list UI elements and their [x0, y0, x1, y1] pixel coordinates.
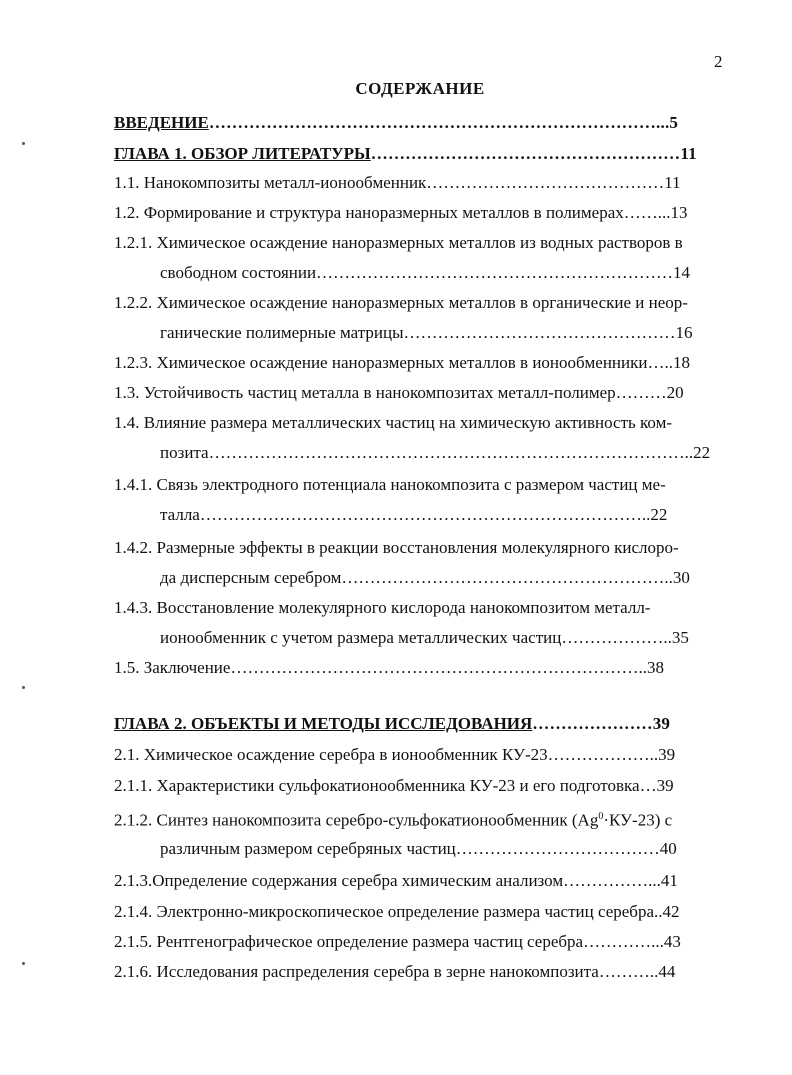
toc-entry-1-1[interactable]: 1.1. Нанокомпозиты металл-ионообменник……………………………………11: [114, 173, 681, 192]
toc-entry-1-2[interactable]: 1.2. Формирование и структура наноразмерных металлов в полимерах……...13: [114, 203, 688, 222]
toc-entry-chapter-1[interactable]: ГЛАВА 1. ОБЗОР ЛИТЕРАТУРЫ………………………………………………11: [114, 144, 697, 163]
toc-entry-1-4-1-cont[interactable]: талла……………………………………………………………………..22: [160, 505, 668, 524]
toc-entry-chapter-2[interactable]: ГЛАВА 2. ОБЪЕКТЫ И МЕТОДЫ ИССЛЕДОВАНИЯ…………………39: [114, 714, 671, 733]
toc-entry-1-4-2-cont[interactable]: да дисперсным серебром…………………………………………………..30: [160, 568, 690, 587]
toc-entry-1-4-1[interactable]: 1.4.1. Связь электродного потенциала нанокомпозита с размером частиц ме-: [114, 475, 666, 494]
toc-entry-2-1-2-cont[interactable]: различным размером серебряных частиц………………………………40: [160, 839, 677, 858]
toc-entry-1-5[interactable]: 1.5. Заключение………………………………………………………………..38: [114, 658, 664, 677]
page-number: 2: [714, 52, 723, 71]
toc-entry-1-2-2-cont[interactable]: ганические полимерные матрицы…………………………………………16: [160, 323, 693, 342]
toc-entry-2-1-5[interactable]: 2.1.5. Рентгенографическое определение размера частиц серебра…………...43: [114, 932, 681, 951]
toc-entry-1-4-2[interactable]: 1.4.2. Размерные эффекты в реакции восстановления молекулярного кислоро-: [114, 538, 679, 557]
toc-entry-1-2-2[interactable]: 1.2.2. Химическое осаждение наноразмерных металлов в органические и неор-: [114, 293, 688, 312]
toc-entry-1-2-3[interactable]: 1.2.3. Химическое осаждение наноразмерных металлов в ионообменники…..18: [114, 353, 690, 372]
toc-entry-introduction[interactable]: ВВЕДЕНИЕ……………………………………………………………………...5: [114, 113, 679, 132]
toc-entry-2-1[interactable]: 2.1. Химическое осаждение серебра в ионообменник КУ-23………………..39: [114, 745, 676, 764]
toc-entry-2-1-6[interactable]: 2.1.6. Исследования распределения серебра в зерне нанокомпозита………..44: [114, 962, 676, 981]
toc-entry-1-4-cont[interactable]: позита…………………………………………………………………………..22: [160, 443, 711, 462]
toc-title: СОДЕРЖАНИЕ: [355, 79, 485, 98]
toc-entry-1-3[interactable]: 1.3. Устойчивость частиц металла в нанокомпозитах металл-полимер………20: [114, 383, 684, 402]
toc-entry-1-4[interactable]: 1.4. Влияние размера металлических частиц на химическую активность ком-: [114, 413, 672, 432]
toc-entry-2-1-2[interactable]: 2.1.2. Синтез нанокомпозита серебро-сульфокатионообменник $(Ag^0\cdot КУ-23)$ с: [114, 810, 673, 830]
toc-entry-1-4-3[interactable]: 1.4.3. Восстановление молекулярного кислорода нанокомпозитом металл-: [114, 598, 651, 617]
scan-speck: [22, 142, 25, 145]
scan-speck: [22, 686, 25, 689]
toc-entry-2-1-3[interactable]: 2.1.3.Определение содержания серебра химическим анализом……………...41: [114, 871, 678, 890]
toc-entry-2-1-4[interactable]: 2.1.4. Электронно-микроскопическое определение размера частиц серебра..42: [114, 902, 680, 921]
toc-entry-1-2-1[interactable]: 1.2.1. Химическое осаждение наноразмерных металлов из водных растворов в: [114, 233, 683, 252]
scan-speck: [22, 962, 25, 965]
toc-entry-1-2-1-cont[interactable]: свободном состоянии………………………………………………………14: [160, 263, 691, 282]
toc-entry-2-1-1[interactable]: 2.1.1. Характеристики сульфокатионообменника КУ-23 и его подготовка…39: [114, 776, 674, 795]
toc-entry-1-4-3-cont[interactable]: ионообменник с учетом размера металлических частиц………………..35: [160, 628, 689, 647]
